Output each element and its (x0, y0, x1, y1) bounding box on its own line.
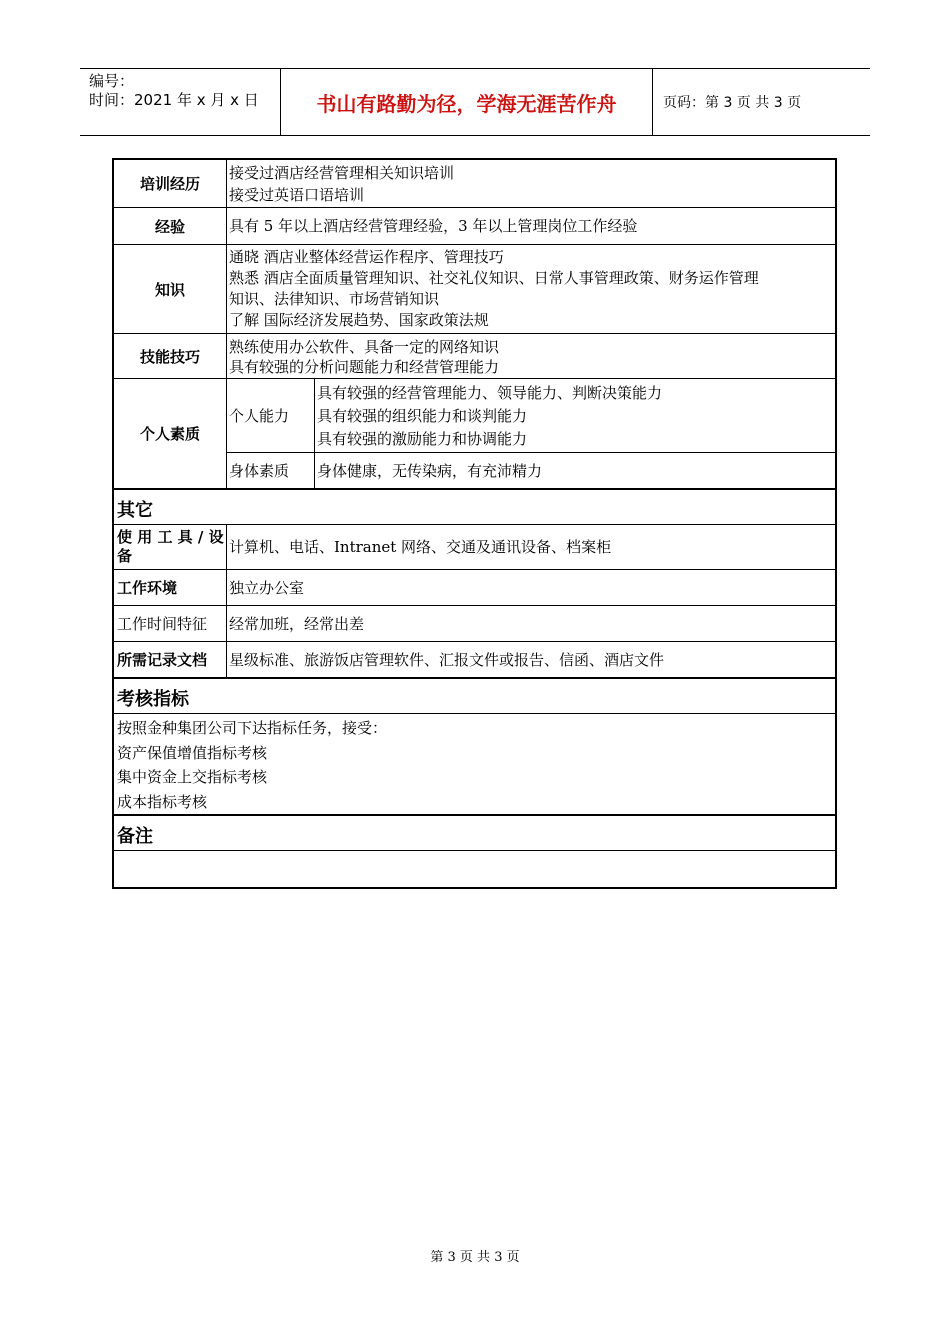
experience-line: 具有 5 年以上酒店经营管理经验，3 年以上管理岗位工作经验 (229, 217, 638, 235)
assessment-line: 集中资金上交指标考核 (117, 768, 268, 786)
knowledge-value (227, 245, 835, 333)
header-meta (80, 69, 281, 135)
time-label: 时间：2021 年 x 月 x 日 (89, 91, 259, 109)
experience-value (227, 208, 835, 244)
skills-line: 具有较强的分析问题能力和经营管理能力 (229, 358, 500, 376)
knowledge-line: 通晓 酒店业整体经营运作程序、管理技巧 (229, 248, 504, 266)
job-description-table (112, 158, 837, 889)
section-remarks (114, 816, 835, 851)
other-heading: 其它 (117, 500, 153, 521)
personal-ability-line: 具有较强的经营管理能力、领导能力、判断决策能力 (317, 384, 663, 402)
section-other (114, 490, 835, 525)
skills-line: 熟练使用办公软件、具备一定的网络知识 (229, 338, 500, 356)
tools-line: 计算机、电话、Intranet 网络、交通及通讯设备、档案柜 (229, 538, 612, 556)
assessment-heading: 考核指标 (117, 689, 189, 710)
tools-value (227, 525, 835, 569)
physical-value (315, 453, 835, 488)
code-label: 编号： (89, 72, 135, 90)
physical-label: 身体素质 (227, 453, 315, 488)
records-value (227, 642, 835, 677)
row-quality (114, 379, 835, 490)
header-motto: 书山有路勤为径，学海无涯苦作舟 (281, 69, 653, 135)
remarks-heading: 备注 (117, 826, 153, 847)
quality-label: 个人素质 (114, 379, 227, 488)
tools-label (114, 525, 227, 569)
row-environment (114, 570, 835, 606)
personal-ability-line: 具有较强的组织能力和谈判能力 (317, 407, 528, 425)
personal-ability-row (227, 379, 835, 453)
experience-label: 经验 (114, 208, 227, 244)
quality-subtable (227, 379, 835, 488)
work-time-label: 工作时间特征 (114, 606, 227, 641)
training-line: 接受过酒店经营管理相关知识培训 (229, 164, 455, 182)
skills-label: 技能技巧 (114, 334, 227, 378)
row-skills (114, 334, 835, 379)
row-knowledge (114, 245, 835, 334)
row-training (114, 160, 835, 208)
personal-ability-label: 个人能力 (227, 379, 315, 452)
row-records (114, 642, 835, 679)
records-label: 所需记录文档 (114, 642, 227, 677)
knowledge-line: 熟悉 酒店全面质量管理知识、社交礼仪知识、日常人事管理政策、财务运作管理 (229, 269, 759, 287)
knowledge-line: 了解 国际经济发展趋势、国家政策法规 (229, 311, 489, 329)
row-experience (114, 208, 835, 245)
tools-label-line: 使 用 工 具 / 设 (117, 528, 224, 546)
training-label: 培训经历 (114, 160, 227, 207)
personal-ability-line: 具有较强的激励能力和协调能力 (317, 430, 528, 448)
work-time-value (227, 606, 835, 641)
header-page-info: 页码：第 3 页 共 3 页 (663, 95, 802, 111)
assessment-line: 按照金种集团公司下达指标任务，接受： (117, 719, 388, 737)
environment-label: 工作环境 (114, 570, 227, 605)
row-tools (114, 525, 835, 570)
training-line: 接受过英语口语培训 (229, 185, 365, 204)
row-assessment-content (114, 714, 835, 816)
physical-row (227, 453, 835, 488)
assessment-content (114, 714, 390, 814)
work-time-line: 经常加班，经常出差 (229, 614, 365, 633)
page-footer: 第 3 页 共 3 页 (430, 1250, 520, 1265)
skills-value (227, 334, 835, 378)
physical-line: 身体健康，无传染病，有充沛精力 (317, 461, 543, 480)
row-remarks-content (114, 851, 835, 887)
row-work-time (114, 606, 835, 642)
section-assessment (114, 679, 835, 714)
environment-value (227, 570, 835, 605)
training-value (227, 160, 835, 207)
assessment-line: 成本指标考核 (117, 792, 208, 811)
environment-line: 独立办公室 (229, 578, 305, 597)
tools-label-line: 备 (117, 547, 133, 565)
assessment-line: 资产保值增值指标考核 (117, 743, 268, 762)
knowledge-label: 知识 (114, 245, 227, 333)
personal-ability-value (315, 379, 835, 452)
page-header (80, 68, 870, 136)
knowledge-line: 知识、法律知识、市场营销知识 (229, 290, 440, 308)
records-line: 星级标准、旅游饭店管理软件、汇报文件或报告、信函、酒店文件 (229, 650, 665, 669)
remarks-content (114, 851, 120, 887)
